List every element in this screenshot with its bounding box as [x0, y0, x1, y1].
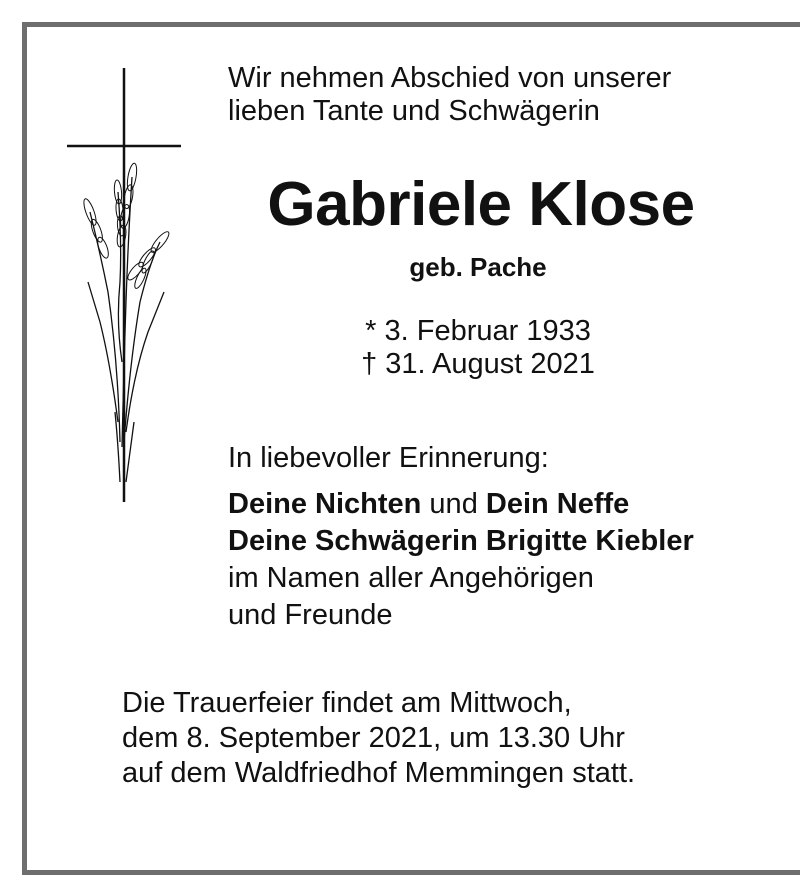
- signer-conjunction: und: [421, 488, 486, 520]
- maiden-name: geb. Pache: [409, 252, 547, 282]
- signers-block: [228, 486, 694, 634]
- life-dates: [230, 315, 726, 381]
- birth-date: * 3. Februar 1933: [365, 315, 591, 347]
- funeral-line-1: Die Trauerfeier findet am Mittwoch,: [122, 687, 572, 719]
- signer-nieces: Deine Nichten: [228, 488, 422, 520]
- signer-nephew: Dein Neffe: [485, 488, 630, 520]
- signers-line-3: im Namen aller Angehörigen: [228, 562, 594, 594]
- funeral-line-2: dem 8. September 2021, um 13.30 Uhr: [122, 722, 625, 754]
- deceased-name: Gabriele Klose: [267, 170, 695, 239]
- signers-line-2: Deine Schwägerin Brigitte Kiebler: [228, 525, 694, 557]
- signers-line-1: [228, 486, 694, 523]
- cross-with-wheat-icon: [60, 62, 190, 507]
- memory-line: In liebevoller Erinnerung:: [228, 442, 549, 474]
- intro-text: [228, 62, 671, 128]
- funeral-info: [122, 686, 635, 791]
- signers-line-4: und Freunde: [228, 599, 393, 631]
- intro-line-2: lieben Tante und Schwägerin: [228, 95, 600, 127]
- death-date: † 31. August 2021: [361, 348, 595, 380]
- intro-line-1: Wir nehmen Abschied von unserer: [228, 62, 672, 94]
- funeral-line-3: auf dem Waldfriedhof Memmingen statt.: [122, 757, 636, 789]
